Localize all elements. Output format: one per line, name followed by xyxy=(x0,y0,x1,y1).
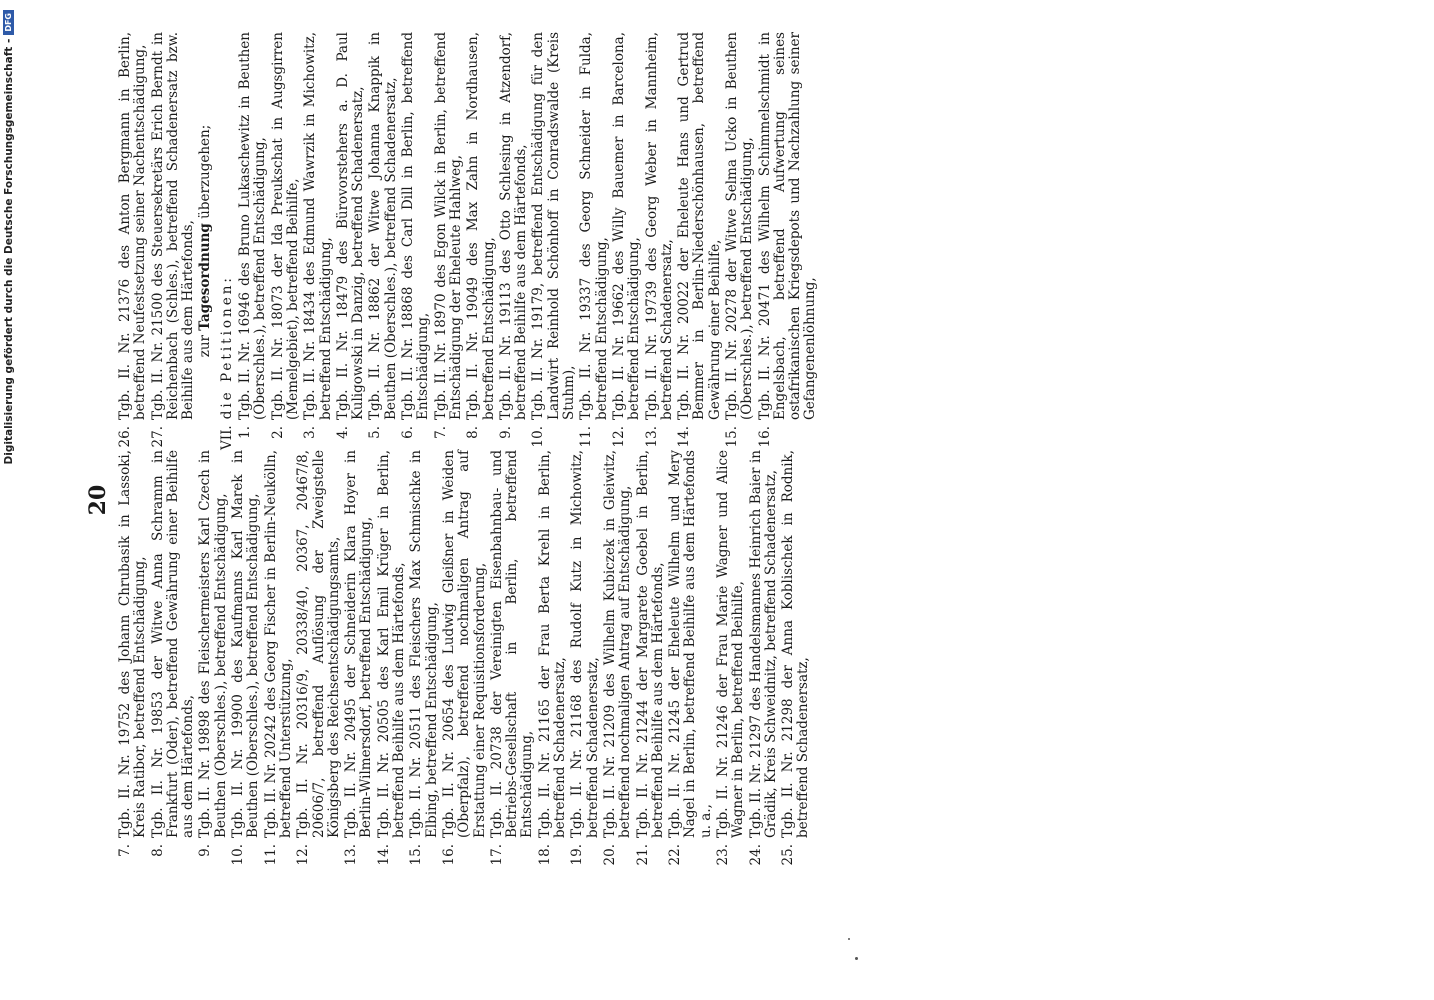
list-item xyxy=(303,32,334,450)
list-item xyxy=(344,450,375,868)
item-number: 16. xyxy=(440,844,457,866)
list-item xyxy=(336,32,367,450)
list-item xyxy=(442,450,488,868)
list-item xyxy=(758,32,819,450)
list-item xyxy=(612,32,643,450)
item-number: 7. xyxy=(117,844,133,857)
item-text: Tgb. II. Nr. 18434 des Edmund Wawrzik in Michowitz, betreffend Entschädigung, xyxy=(302,32,334,420)
item-number: 12. xyxy=(295,844,312,866)
dfg-logo: DFG xyxy=(3,10,14,35)
list-item xyxy=(151,32,197,450)
item-number: 22. xyxy=(667,844,684,866)
list-item xyxy=(368,32,399,450)
item-number: 6. xyxy=(400,426,417,439)
item-text: Tgb. II. Nr. 19898 des Fleischermeisters Karl Czech in Beuthen (Oberschles.), betreffend Entschädigung, xyxy=(197,450,229,838)
item-number: 14. xyxy=(375,844,392,866)
item-text: Tgb. II. Nr. 19049 des Max Zahn in Nordhausen, betreffend Entschädigung, xyxy=(465,32,497,420)
list-item xyxy=(490,450,536,868)
list-item xyxy=(296,450,342,868)
agenda-suffix: überzugehen; xyxy=(197,124,214,224)
list-item xyxy=(271,32,302,450)
item-text: Tgb. II. Nr. 20022 der Eheleute Hans und Gertrud Bemmer in Berlin-Niederschönhausen, betreffend Gewährung einer Beihilfe, xyxy=(676,32,723,420)
item-number: 21. xyxy=(634,844,651,866)
item-text: Tgb. II. Nr. 20505 des Karl Emil Krüger in Berlin, betreffend Beihilfe aus dem Härtefonds, xyxy=(375,450,408,838)
item-number: 24. xyxy=(747,844,764,866)
list-item xyxy=(645,32,676,450)
item-text: Tgb. II. Nr. 18970 des Egon Wilck in Berlin, betreffend Entschädigung der Eheleute Hahlweg, xyxy=(432,32,464,420)
item-number: 5. xyxy=(367,426,384,439)
left-column xyxy=(118,450,814,868)
list-item xyxy=(668,450,714,868)
item-text: Tgb. II. Nr. 21168 des Rudolf Kutz in Michowitz, betreffend Schadenersatz, xyxy=(569,450,601,838)
list-item xyxy=(749,450,780,868)
item-text: Tgb. II. Nr. 21297 des Handelsmannes Heinrich Baier in Grädik, Kreis Schweidnitz, betreffend Schadenersatz, xyxy=(747,450,779,838)
item-text: Tgb. II. Nr. 20242 des Georg Fischer in Berlin-Neukölln, betreffend Unterstützung, xyxy=(262,450,294,838)
agenda-bold: Tagesordnung xyxy=(197,223,214,331)
list-item xyxy=(231,450,262,868)
credit-text: Digitalisierung gefördert durch die Deutsche Forschungsgemeinschaft - xyxy=(3,38,15,465)
list-item xyxy=(538,450,569,868)
item-number: 11. xyxy=(578,426,595,448)
item-text: Tgb. II. Nr. 21298 der Anna Koblischek in Rodnik, betreffend Schadenersatz, xyxy=(780,450,812,838)
item-number: 26. xyxy=(117,426,133,448)
item-text: Tgb. II. Nr. 16946 des Bruno Lukaschewitz in Beuthen (Oberschles.), betreffend Entschädigung, xyxy=(237,32,269,420)
item-number: 13. xyxy=(643,426,660,448)
item-number: 9. xyxy=(197,844,214,857)
item-number: 17. xyxy=(488,844,505,866)
item-number: 25. xyxy=(780,844,797,866)
list-item xyxy=(636,450,667,868)
item-text: Tgb. II. Nr. 20316/9, 20338/40, 20367, 20467/8, 20606/7, betreffend Auflösung der Zweigstelle Königsberg des Reichsentschädigungsamts, xyxy=(295,450,342,838)
list-item xyxy=(603,450,634,868)
item-text: Tgb. II. Nr. 21376 des Anton Bergmann in Berlin, betreffend Neufestsetzung seiner Nachentschädigung, xyxy=(117,32,149,420)
item-text: Tgb. II. Nr. 19900 des Kaufmanns Karl Marek in Beuthen (Oberschles.), betreffend Entschädigung, xyxy=(230,450,262,838)
scan-speck xyxy=(848,938,850,940)
list-item xyxy=(499,32,530,450)
list-item xyxy=(198,450,229,868)
list-item xyxy=(118,32,149,450)
page-number: 20 xyxy=(85,484,111,516)
petition-list xyxy=(238,32,819,450)
list-item xyxy=(677,32,723,450)
list-item xyxy=(725,32,756,450)
list-item xyxy=(579,32,610,450)
item-text: Tgb. II. Nr. 21165 der Frau Berta Krehl in Berlin, betreffend Schadenersatz, xyxy=(536,450,569,838)
item-number: 8. xyxy=(465,426,482,439)
item-number: 2. xyxy=(269,426,286,439)
item-text: Tgb. II. Nr. 19739 des Georg Weber in Mannheim, betreffend Schadenersatz, xyxy=(643,32,675,420)
list-item xyxy=(409,450,440,868)
right-column xyxy=(118,32,821,450)
item-number: 15. xyxy=(723,426,740,448)
item-number: 7. xyxy=(432,426,449,439)
item-number: 12. xyxy=(610,426,627,448)
item-number: 16. xyxy=(756,426,773,448)
list-item xyxy=(377,450,408,868)
section-vii-label: VII. xyxy=(218,425,235,450)
agenda-prefix: zur xyxy=(197,330,214,358)
list-item xyxy=(531,32,577,450)
item-number: 19. xyxy=(569,844,586,866)
item-text: Tgb. II. Nr. 19179, betreffend Entschädigung für den Landwirt Reinhold Schönhoff in Conradswalde (Kreis Stuhm), xyxy=(530,32,578,420)
item-text: Tgb. II. Nr. 20495 der Schneiderin Klara Hoyer in Berlin-Wilmersdorf, betreffend Entschädigung, xyxy=(343,450,375,838)
item-text: Tgb. II. Nr. 21244 der Margarete Goebel in Berlin, betreffend Beihilfe aus dem Härtefonds, xyxy=(634,450,666,838)
item-text: Tgb. II. Nr. 18073 der Ida Preukschat in Augsgirren (Memelgebiet), betreffend Beihilfe, xyxy=(269,32,301,420)
item-number: 11. xyxy=(262,844,279,866)
item-text: Tgb. II. Nr. 18479 des Bürovorstehers a. D. Paul Kuligowski in Danzig, betreffend Schadenersatz, xyxy=(334,32,367,420)
digitization-credit xyxy=(3,0,15,1000)
item-text: Tgb. II. Nr. 19752 des Johann Chrubasik in Lassoki, Kreis Ratibor, betreffend Entschädigung, xyxy=(117,450,149,838)
scan-speck xyxy=(855,957,858,960)
item-text: Tgb. II. Nr. 18868 des Carl Dill in Berlin, betreffend Entschädigung, xyxy=(400,32,432,420)
agenda-line xyxy=(198,32,213,450)
item-number: 13. xyxy=(343,844,360,866)
item-number: 8. xyxy=(149,844,166,857)
item-text: Tgb. II. 20738 der Vereinigten Eisenbahnbau- und Betriebs-Gesellschaft in Berlin, betreffend Entschädigung, xyxy=(488,450,536,838)
item-number: 14. xyxy=(676,426,693,448)
list-item xyxy=(238,32,269,450)
item-number: 10. xyxy=(230,844,247,866)
list-item xyxy=(401,32,432,450)
item-number: 15. xyxy=(408,844,425,866)
section-vii-text: die Petitionen: xyxy=(218,275,235,420)
list-item xyxy=(264,450,295,868)
item-text: Tgb. II. Nr. 19113 des Otto Schlesing in Atzendorf, betreffend Beihilfe aus dem Härtefonds, xyxy=(497,32,530,420)
item-text: Tgb. II. Nr. 21246 der Frau Marie Wagner und Alice Wagner in Berlin, betreffend Beihilfe, xyxy=(714,450,747,838)
item-text: Tgb. II. Nr. 21500 des Steuersekretärs Erich Berndt in Reichenbach (Schles.), betreffend Schadenersatz bzw. Beihilfe aus dem Härtefonds, xyxy=(149,32,197,420)
right-column-top-list xyxy=(118,32,196,450)
item-text: Tgb. II. Nr. 18862 der Witwe Johanna Knappik in Beuthen (Oberschles.), betreffend Schadenersatz, xyxy=(367,32,399,420)
list-item xyxy=(466,32,497,450)
item-text: Tgb. II. Nr. 20471 des Wilhelm Schimmelschmidt in Engelsbach, betreffend Aufwertung seines ostafrikanischen Kriegsdepots und Nachzahlung seiner Gefangenenlöhnung, xyxy=(756,32,819,420)
item-number: 20. xyxy=(601,844,618,866)
section-vii-heading xyxy=(220,32,235,450)
list-item xyxy=(781,450,812,868)
list-item xyxy=(716,450,747,868)
item-text: Tgb. II. Nr. 19853 der Witwe Anna Schramm in Frankfurt (Oder), betreffend Gewährung einer Beihilfe aus dem Härtefonds, xyxy=(149,450,197,838)
item-text: Tgb. II. Nr. 20278 der Witwe Selma Ucko in Beuthen (Oberschles.), betreffend Entschädigung, xyxy=(723,32,756,420)
item-text: Tgb. II. Nr. 20511 des Fleischers Max Schmischke in Elbing, betreffend Entschädigung, xyxy=(408,450,440,838)
item-text: Tgb. II. Nr. 19662 des Willy Bauemer in Barcelona, betreffend Entschädigung, xyxy=(610,32,643,420)
item-number: 9. xyxy=(497,426,514,439)
item-text: Tgb. II. Nr. 19337 des Georg Schneider in Fulda, betreffend Entschädigung, xyxy=(578,32,610,420)
item-number: 3. xyxy=(302,426,319,439)
item-text: Tgb. II. Nr. 20654 des Ludwig Gleißner in Weiden (Oberpfalz), betreffend nochmaligen Antrag auf Erstattung einer Requisitionsforderung, xyxy=(440,450,488,838)
item-number: 10. xyxy=(530,426,547,448)
item-number: 18. xyxy=(536,844,553,866)
item-number: 23. xyxy=(714,844,731,866)
item-number: 1. xyxy=(237,426,254,439)
list-item xyxy=(151,450,197,868)
item-text: Tgb. II. Nr. 21245 der Eheleute Wilhelm und Mery Nagel in Berlin, betreffend Beihilfe aus dem Härtefonds u. a., xyxy=(667,450,714,838)
list-item xyxy=(434,32,465,450)
list-item xyxy=(570,450,601,868)
item-number: 4. xyxy=(334,426,351,439)
item-text: Tgb. II. Nr. 21209 des Wilhelm Kubiczek in Gleiwitz, betreffend nochmaligen Antrag auf Entschädigung, xyxy=(601,450,634,838)
list-item xyxy=(118,450,149,868)
item-number: 27. xyxy=(149,426,166,448)
